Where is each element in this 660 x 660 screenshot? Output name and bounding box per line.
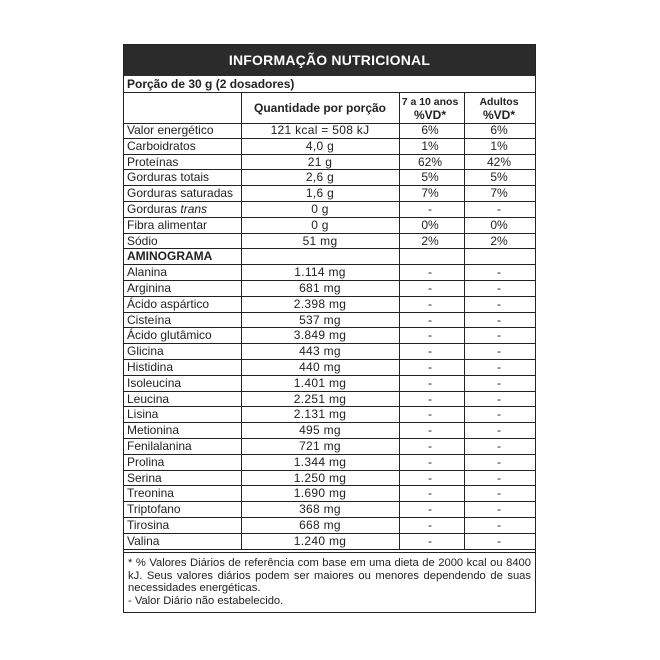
adults-dv-value: 7%	[490, 186, 508, 201]
nutrient-name: Triptofano	[127, 502, 181, 517]
kids-dv-value: -	[428, 517, 432, 532]
kids-header-sub: %VD*	[413, 108, 446, 122]
adults-dv-value: -	[497, 517, 501, 532]
nutrient-name: Prolina	[127, 454, 165, 469]
nutrient-table	[124, 123, 535, 550]
label-title: INFORMAÇÃO NUTRICIONAL	[124, 45, 535, 76]
nutrient-name: Gorduras saturadas	[127, 186, 234, 201]
adults-dv-value: -	[497, 344, 501, 359]
column-headers	[124, 93, 535, 124]
nutrient-name: Fenilalanina	[127, 438, 192, 453]
nutrient-name: Gorduras trans	[127, 201, 208, 216]
table-row	[124, 281, 535, 297]
kids-dv-value: 1%	[421, 138, 439, 153]
kids-dv-value: -	[428, 423, 432, 438]
table-row	[124, 234, 535, 250]
quantity-value: 51 mg	[302, 233, 338, 248]
nutrient-name: Gorduras totais	[127, 170, 210, 185]
quantity-value: 1.240 mg	[293, 533, 347, 548]
quantity-value: 2.131 mg	[293, 407, 347, 422]
kids-header	[396, 96, 464, 121]
quantity-value: 3.849 mg	[293, 328, 347, 343]
quantity-value: 0 g	[311, 201, 329, 216]
kids-dv-value: 62%	[417, 154, 443, 169]
quantity-value: 668 mg	[299, 517, 341, 532]
nutrient-name: Sódio	[127, 233, 158, 248]
quantity-value: 2.398 mg	[293, 296, 347, 311]
quantity-value: 440 mg	[299, 359, 341, 374]
kids-dv-value: -	[428, 502, 432, 517]
nutrient-name: Valor energético	[127, 123, 214, 137]
table-row	[124, 471, 535, 487]
nutrient-name: Alanina	[127, 265, 168, 280]
kids-dv-value: -	[428, 344, 432, 359]
adults-dv-value: 42%	[486, 154, 512, 169]
table-row	[124, 218, 535, 234]
table-row	[124, 344, 535, 360]
adults-dv-value: -	[497, 201, 501, 216]
adults-dv-value: -	[497, 438, 501, 453]
adults-dv-value: -	[497, 454, 501, 469]
adults-dv-value: -	[497, 375, 501, 390]
nutrient-name: Treonina	[127, 486, 174, 501]
footnote-vd: * % Valores Diários de referência com base em uma dieta de 2000 kcal ou 8400 kJ. Seus valores diários podem ser maiores ou menores dependendo de suas necessidades energéticas.	[128, 557, 531, 594]
quantity-value: 1.401 mg	[293, 375, 347, 390]
kids-dv-value: -	[428, 359, 432, 374]
kids-dv-value: -	[428, 438, 432, 453]
adults-dv-value: -	[497, 486, 501, 501]
nutrient-name: Lisina	[127, 407, 159, 422]
table-row	[124, 313, 535, 329]
kids-dv-value: -	[428, 280, 432, 295]
table-row	[124, 534, 535, 550]
table-row	[124, 249, 535, 265]
kids-dv-value: 7%	[421, 186, 439, 201]
kids-dv-value: -	[428, 296, 432, 311]
table-row	[124, 486, 535, 502]
quantity-value: 2.251 mg	[293, 391, 347, 406]
kids-dv-value: -	[428, 265, 432, 280]
adults-dv-value: -	[497, 328, 501, 343]
kids-dv-value: -	[428, 328, 432, 343]
quantity-value: 1,6 g	[305, 186, 335, 201]
nutrient-name: Tirosina	[127, 517, 170, 532]
table-row	[124, 376, 535, 392]
adults-dv-value: -	[497, 533, 501, 548]
quantity-value: 1.250 mg	[293, 470, 347, 485]
adults-dv-value: 0%	[490, 217, 508, 232]
table-row	[124, 123, 535, 139]
quantity-value: 4,0 g	[305, 138, 335, 153]
kids-dv-value: 6%	[421, 123, 439, 137]
quantity-value: 0 g	[311, 217, 329, 232]
table-row	[124, 328, 535, 344]
adults-header	[464, 96, 534, 121]
kids-dv-value: -	[428, 312, 432, 327]
adults-dv-value: -	[497, 312, 501, 327]
nutrient-name: AMINOGRAMA	[127, 249, 213, 264]
kids-dv-value: 5%	[421, 170, 439, 185]
quantity-value: 721 mg	[299, 438, 341, 453]
nutrient-name: Proteínas	[127, 154, 179, 169]
kids-header-top: 7 a 10 anos	[401, 96, 459, 108]
adults-dv-value: -	[497, 280, 501, 295]
footnote	[124, 552, 535, 612]
nutrient-name: Metionina	[127, 423, 180, 438]
quantity-header: Quantidade por porção	[253, 101, 386, 115]
kids-dv-value: -	[428, 407, 432, 422]
table-row	[124, 423, 535, 439]
adults-dv-value: -	[497, 407, 501, 422]
table-row	[124, 297, 535, 313]
nutrient-name: Carboidratos	[127, 138, 196, 153]
table-row	[124, 502, 535, 518]
adults-dv-value: -	[497, 502, 501, 517]
adults-dv-value: -	[497, 391, 501, 406]
table-row	[124, 265, 535, 281]
adults-dv-value: 2%	[490, 233, 508, 248]
nutrient-name: Valina	[127, 533, 160, 548]
table-row	[124, 170, 535, 186]
nutrient-name: Glicina	[127, 344, 164, 359]
footnote-dash: - Valor Diário não estabelecido.	[128, 594, 284, 607]
quantity-value: 537 mg	[299, 312, 341, 327]
adults-header-sub: %VD*	[482, 108, 515, 122]
quantity-value: 2,6 g	[305, 170, 335, 185]
kids-dv-value: 0%	[421, 217, 439, 232]
kids-dv-value: -	[428, 454, 432, 469]
adults-dv-value: -	[497, 265, 501, 280]
adults-dv-value: -	[497, 470, 501, 485]
quantity-value: 443 mg	[299, 344, 341, 359]
quantity-value: 681 mg	[299, 280, 341, 295]
nutrition-facts-label	[123, 44, 536, 613]
adults-dv-value: -	[497, 423, 501, 438]
nutrient-name: Ácido aspártico	[127, 296, 210, 311]
table-row	[124, 202, 535, 218]
quantity-value: 1.690 mg	[293, 486, 347, 501]
nutrient-name: Leucina	[127, 391, 170, 406]
table-row	[124, 455, 535, 471]
kids-dv-value: -	[428, 391, 432, 406]
kids-dv-value: -	[428, 375, 432, 390]
kids-dv-value: -	[428, 470, 432, 485]
table-row	[124, 139, 535, 155]
adults-dv-value: -	[497, 359, 501, 374]
quantity-value: 1.344 mg	[293, 454, 347, 469]
kids-dv-value: 2%	[421, 233, 439, 248]
adults-dv-value: 6%	[490, 123, 508, 137]
nutrient-name: Isoleucina	[127, 375, 182, 390]
adults-header-top: Adultos	[479, 96, 519, 108]
nutrient-name: Arginina	[127, 280, 172, 295]
portion-size: Porção de 30 g (2 dosadores)	[124, 76, 535, 93]
table-row	[124, 360, 535, 376]
nutrient-name: Histidina	[127, 359, 174, 374]
quantity-value: 495 mg	[299, 423, 341, 438]
table-row	[124, 392, 535, 408]
adults-dv-value: 1%	[490, 138, 508, 153]
nutrient-name: Ácido glutâmico	[127, 328, 212, 343]
nutrient-name: Serina	[127, 470, 162, 485]
kids-dv-value: -	[428, 533, 432, 548]
table-row	[124, 518, 535, 534]
table-row	[124, 186, 535, 202]
table-row	[124, 407, 535, 423]
table-row	[124, 439, 535, 455]
quantity-value: 368 mg	[299, 502, 341, 517]
nutrient-name: Fibra alimentar	[127, 217, 208, 232]
nutrient-name-italic: trans	[180, 201, 208, 216]
quantity-value: 121 kcal = 508 kJ	[270, 123, 370, 137]
adults-dv-value: -	[497, 296, 501, 311]
kids-dv-value: -	[428, 486, 432, 501]
table-row	[124, 155, 535, 171]
quantity-value: 21 g	[307, 154, 333, 169]
adults-dv-value: 5%	[490, 170, 508, 185]
nutrient-name: Cisteína	[127, 312, 172, 327]
kids-dv-value: -	[428, 201, 432, 216]
quantity-value: 1.114 mg	[294, 265, 346, 280]
